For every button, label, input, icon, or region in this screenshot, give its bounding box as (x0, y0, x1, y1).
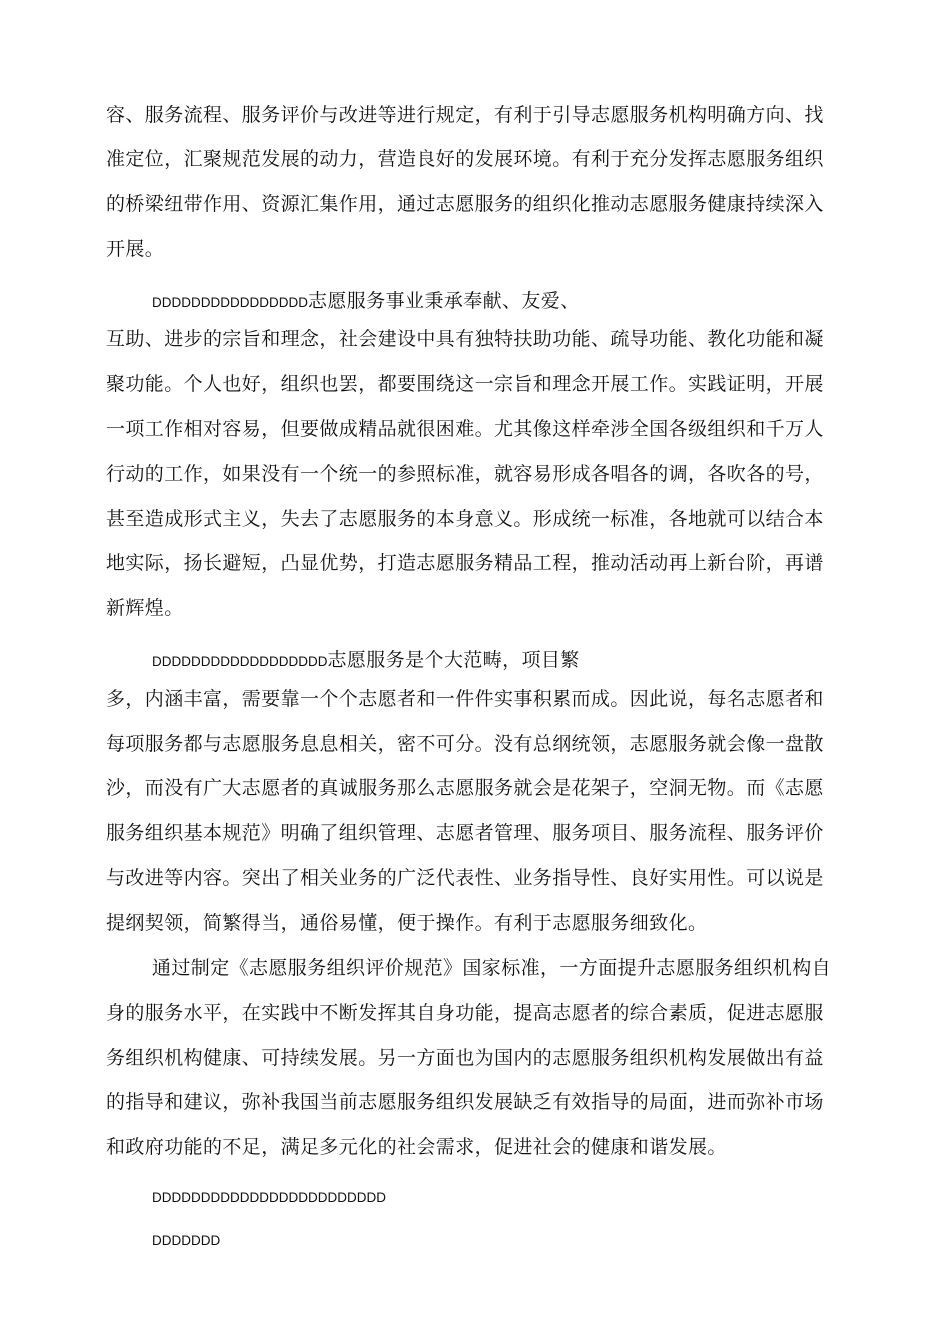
text-line: 沙，而没有广大志愿者的真诚服务那么志愿服务就会是花架子，空洞无物。而《志愿 (106, 777, 824, 799)
text-line: 一项工作相对容易，但要做成精品就很困难。尤其像这样牵涉全国各级组织和千万人 (106, 418, 824, 440)
text-line: 身的服务水平，在实践中不断发挥其自身功能，提高志愿者的综合素质，促进志愿服 (106, 1002, 824, 1024)
garbled-code-line: DDDDDDD (152, 1233, 221, 1248)
text-line: 每项服务都与志愿服务息息相关，密不可分。没有总纲统领，志愿服务就会像一盘散 (106, 733, 824, 755)
text-line: 提纲契领，简繁得当，通俗易懂，便于操作。有利于志愿服务细致化。 (106, 912, 708, 934)
garbled-code-text: DDDDDDDDDDDDDDDD (152, 295, 308, 310)
text-line: 容、服务流程、服务评价与改进等进行规定，有利于引导志愿服务机构明确方向、找 (106, 104, 824, 126)
text-line: 互助、进步的宗旨和理念，社会建设中具有独特扶助功能、疏导功能、教化功能和凝 (106, 328, 824, 350)
text-line: 服务组织基本规范》明确了组织管理、志愿者管理、服务项目、服务流程、服务评价 (106, 822, 824, 844)
garbled-code-text: DDDDDDDDDDDDDDDDDD (152, 654, 328, 669)
text-line: 新辉煌。 (106, 597, 184, 619)
text-line: 与改进等内容。突出了相关业务的广泛代表性、业务指导性、良好实用性。可以说是 (106, 867, 824, 889)
paragraph-lead-line (152, 289, 580, 315)
text-line: 的桥梁纽带作用、资源汇集作用，通过志愿服务的组织化推动志愿服务健康持续深入 (106, 193, 824, 215)
paragraph-lead-line (152, 648, 580, 674)
lead-text: 志愿服务事业秉承奉献、友爱、 (308, 290, 580, 312)
text-line: 甚至造成形式主义，失去了志愿服务的本身意义。形成统一标准，各地就可以结合本 (106, 508, 824, 530)
text-line: 的指导和建议，弥补我国当前志愿服务组织发展缺乏有效指导的局面，进而弥补市场 (106, 1091, 824, 1113)
garbled-code-line: DDDDDDDDDDDDDDDDDDDDDDDD (152, 1190, 386, 1205)
text-line: 务组织机构健康、可持续发展。另一方面也为国内的志愿服务组织机构发展做出有益 (106, 1047, 824, 1069)
text-line: 聚功能。个人也好，组织也罢，都要围绕这一宗旨和理念开展工作。实践证明，开展 (106, 373, 824, 395)
text-line: 地实际，扬长避短，凸显优势，打造志愿服务精品工程，推动活动再上新台阶，再谱 (106, 552, 824, 574)
text-line: 行动的工作，如果没有一个统一的参照标准，就容易形成各唱各的调，各吹各的号， (106, 463, 824, 485)
lead-text: 志愿服务是个大范畴，项目繁 (327, 649, 580, 671)
text-line: 和政府功能的不足，满足多元化的社会需求，促进社会的健康和谐发展。 (106, 1136, 727, 1158)
text-line: 多，内涵丰富，需要靠一个个志愿者和一件件实事积累而成。因此说，每名志愿者和 (106, 688, 824, 710)
text-line: 准定位，汇聚规范发展的动力，营造良好的发展环境。有利于充分发挥志愿服务组织 (106, 148, 824, 170)
text-line: 开展。 (106, 238, 165, 260)
text-line: 通过制定《志愿服务组织评价规范》国家标准，一方面提升志愿服务组织机构自 (152, 957, 832, 979)
